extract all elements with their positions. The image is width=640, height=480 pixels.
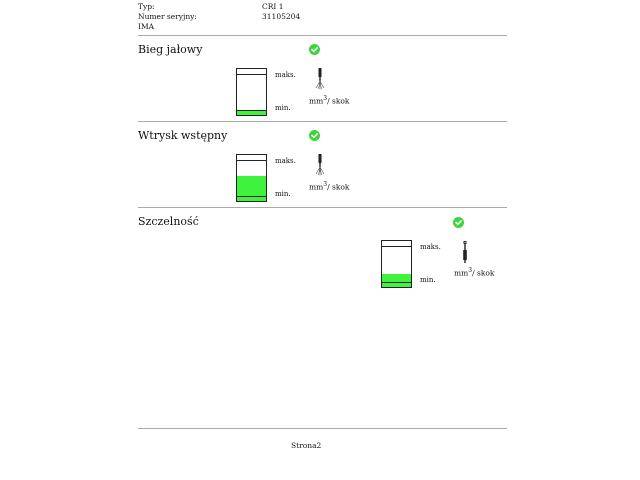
- gauge-min-line: [237, 110, 266, 111]
- gauge-max-label: maks.: [275, 71, 296, 79]
- gauge-max-label: maks.: [420, 243, 441, 251]
- quantity-gauge: [236, 154, 267, 202]
- gauge-max-line: [237, 160, 266, 161]
- status-ok-icon: [453, 217, 464, 228]
- unit-label: $mm^3/$ skok: [309, 181, 350, 192]
- unit-label: $mm^3/$ skok: [309, 95, 350, 106]
- gauge-min-line: [237, 196, 266, 197]
- gauge-min-label: min.: [420, 276, 436, 284]
- section-divider: [138, 207, 507, 208]
- section-title-idle: Bieg jałowy: [138, 43, 203, 56]
- header-label-serial: Numer seryjny:: [138, 12, 197, 21]
- injector-dripping-icon: [459, 241, 471, 265]
- status-ok-icon: [309, 44, 320, 55]
- injector-spray-icon: [314, 154, 326, 176]
- section-title-tightness: Szczelność: [138, 215, 199, 228]
- gauge-min-label: min.: [275, 190, 291, 198]
- gauge-fill: [237, 176, 266, 201]
- header-value-serial: 31105204: [262, 12, 301, 21]
- gauge-max-label: maks.: [275, 157, 296, 165]
- injector-spray-icon: [314, 68, 326, 90]
- gauge-min-line: [382, 282, 411, 283]
- section-divider: [138, 121, 507, 122]
- page-number: Strona2: [291, 441, 322, 450]
- section-title-pilot: Wtrysk wstępny: [138, 129, 228, 142]
- header-label-type: Typ:: [138, 2, 155, 11]
- quantity-gauge: [381, 240, 412, 288]
- gauge-min-label: min.: [275, 104, 291, 112]
- header-label-ima: IMA: [138, 22, 155, 31]
- section-divider: [138, 35, 507, 36]
- gauge-fill: [237, 111, 266, 115]
- quantity-gauge: [236, 68, 267, 116]
- gauge-max-line: [382, 246, 411, 247]
- gauge-fill: [382, 274, 411, 287]
- status-ok-icon: [309, 130, 320, 141]
- gauge-max-line: [237, 74, 266, 75]
- footer-divider: [138, 428, 507, 429]
- unit-label: $mm^3/$ skok: [454, 267, 495, 278]
- header-value-type: CRI 1: [262, 2, 284, 11]
